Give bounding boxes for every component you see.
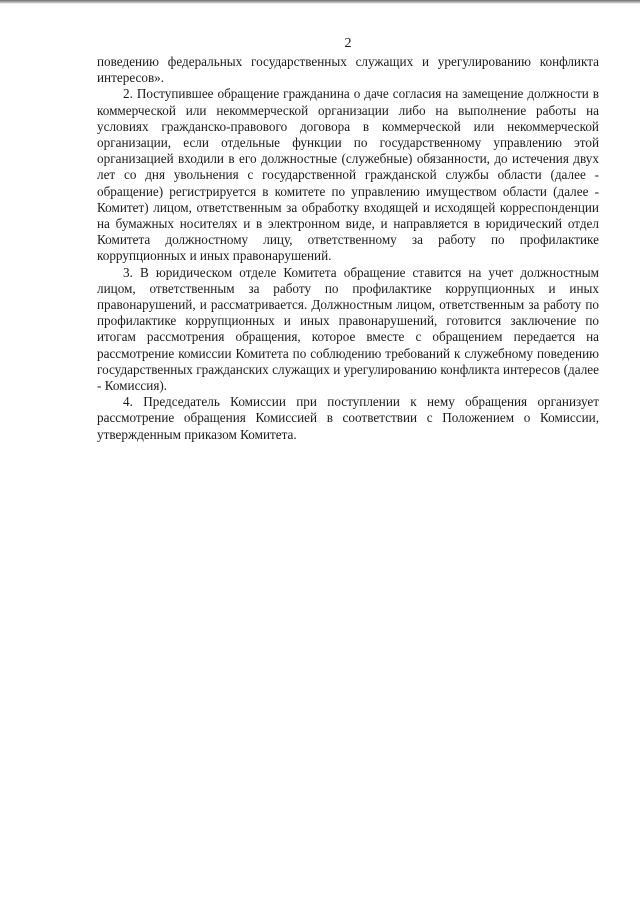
scan-edge	[0, 0, 640, 4]
paragraph-continuation: поведению федеральных государственных служащих и урегулированию конфликта интересов».	[97, 54, 599, 86]
paragraph-3: 3. В юридическом отделе Комитета обращение ставится на учет должностным лицом, ответственным за работу по профилактике коррупционных и иных правонарушений, и рассматривается. Должностным лицом, ответственным за работу по профилактике коррупционных и иных правонарушений, готовится заключение по итогам рассмотрения обращения, которое вместе с обращением передается на рассмотрение комиссии Комитета по соблюдению требований к служебному поведению государственных гражданских служащих и урегулированию конфликта интересов (далее - Комиссия).	[97, 264, 599, 394]
paragraph-2: 2. Поступившее обращение гражданина о даче согласия на замещение должности в коммерческой или некоммерческой организации либо на выполнение работы на условиях гражданско-правового договора в коммерческой или некоммерческой организации, если отдельные функции по государственному управлению этой организацией входили в его должностные (служебные) обязанности, до истечения двух лет со дня увольнения с государственной гражданской службы области (далее - обращение) регистрируется в комитете по управлению имуществом области (далее - Комитет) лицом, ответственным за обработку входящей и исходящей корреспонденции на бумажных носителях и в электронном виде, и направляется в юридический отдел Комитета должностному лицу, ответственному за работу по профилактике коррупционных и иных правонарушений.	[97, 86, 599, 264]
paragraph-4: 4. Председатель Комиссии при поступлении к нему обращения организует рассмотрение обращения Комиссией в соответствии с Положением о Комиссии, утвержденным приказом Комитета.	[97, 394, 599, 442]
document-page	[97, 36, 599, 443]
page-number: 2	[344, 36, 352, 51]
